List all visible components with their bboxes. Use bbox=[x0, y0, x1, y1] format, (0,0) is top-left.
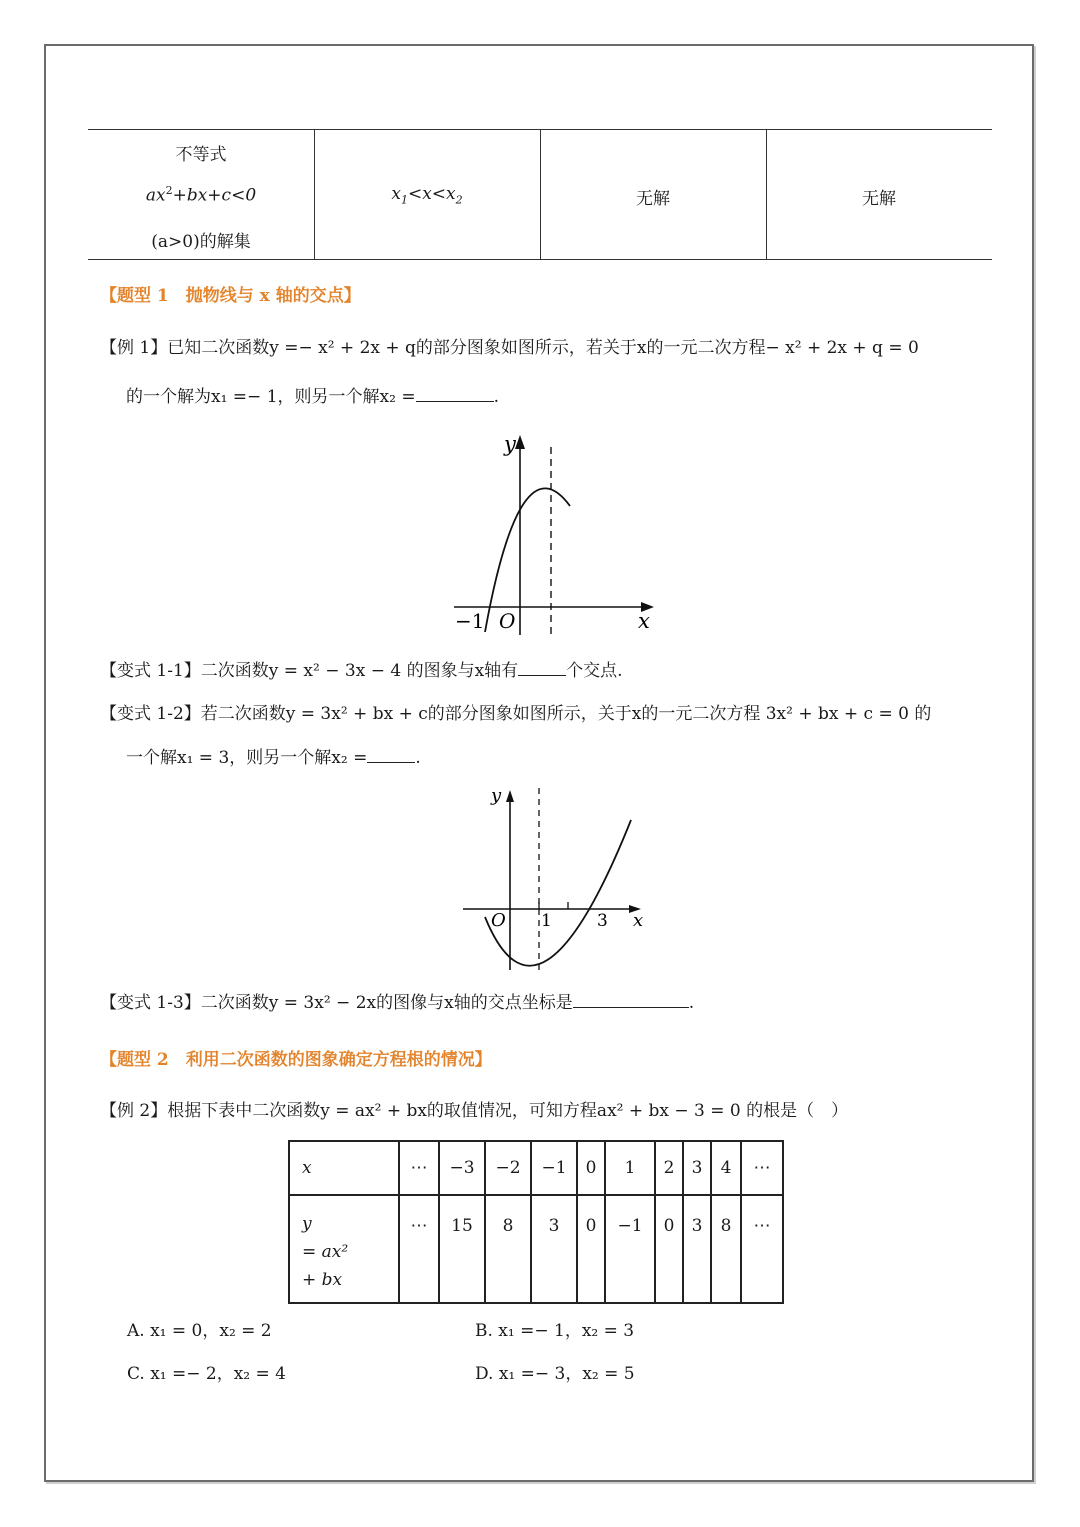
table-cell: 15 bbox=[439, 1195, 485, 1303]
graph2-x-label: x bbox=[633, 910, 644, 931]
table-cell: 1 bbox=[605, 1141, 655, 1195]
graph1-x-label: x bbox=[638, 609, 650, 633]
example1-line1: 【例 1】已知二次函数y =− x² + 2x + q的部分图象如图所示，若关于x的一元二次方程− x² + 2x + q = 0 bbox=[100, 338, 919, 358]
top-table-col4: 无解 bbox=[862, 189, 896, 209]
graph2-parabola bbox=[485, 820, 631, 966]
table-cell: 0 bbox=[655, 1195, 683, 1303]
graph1-y-arrow bbox=[515, 435, 525, 449]
table-row bbox=[289, 1195, 783, 1303]
table-cell: 4 bbox=[711, 1141, 741, 1195]
option-a[interactable]: A. x₁ = 0，x₂ = 2 bbox=[127, 1321, 272, 1341]
table-cell: −1 bbox=[605, 1195, 655, 1303]
table-cell: ⋯ bbox=[399, 1141, 439, 1195]
graph1-parabola bbox=[485, 488, 570, 632]
table-cell: ⋯ bbox=[399, 1195, 439, 1303]
graph1-origin-label: O bbox=[499, 609, 516, 633]
graph2-y-label: y bbox=[491, 785, 502, 806]
option-b[interactable]: B. x₁ =− 1，x₂ = 3 bbox=[475, 1321, 635, 1341]
table-cell: −2 bbox=[485, 1141, 531, 1195]
section-title-1: 【题型 1 抛物线与 x 轴的交点】 bbox=[100, 286, 361, 306]
section-title-2: 【题型 2 利用二次函数的图象确定方程根的情况】 bbox=[100, 1050, 492, 1070]
table-cell: ⋯ bbox=[741, 1195, 783, 1303]
example1-line2: 的一个解为x₁ =− 1，则另一个解x₂ = . bbox=[126, 387, 499, 407]
variant-1-2-line1: 【变式 1-2】若二次函数y = 3x² + bx + c的部分图象如图所示，关于x的一元二次方程 3x² + bx + c = 0 的 bbox=[100, 704, 932, 724]
top-table-col1-line1: 不等式 bbox=[175, 145, 227, 165]
option-d[interactable]: D. x₁ =− 3，x₂ = 5 bbox=[475, 1364, 635, 1384]
example2-line1: 【例 2】根据下表中二次函数y = ax² + bx的取值情况，可知方程ax² + bx − 3 = 0 的根是（ ） bbox=[100, 1101, 849, 1121]
variant-1-1: 【变式 1-1】二次函数y = x² − 3x − 4 的图象与x轴有 个交点. bbox=[100, 661, 623, 681]
graph2-three-label: 3 bbox=[597, 911, 608, 931]
variant-1-2-line2: 一个解x₁ = 3，则另一个解x₂ = . bbox=[126, 748, 421, 768]
parabola-graph-1 bbox=[440, 425, 670, 640]
table-cell: 8 bbox=[711, 1195, 741, 1303]
table-cell: −3 bbox=[439, 1141, 485, 1195]
top-table-col1-line2: $ax^2+bx+c<0$ bbox=[145, 184, 257, 206]
graph2-one-label: 1 bbox=[541, 911, 552, 931]
graph1-neg1-label: −1 bbox=[455, 609, 485, 633]
value-table bbox=[288, 1140, 784, 1304]
top-table-col2: $x_1<x<x_2$ bbox=[391, 184, 463, 207]
table-header-x: x bbox=[289, 1141, 399, 1195]
graph2-y-arrow bbox=[506, 790, 514, 802]
variant-1-3: 【变式 1-3】二次函数y = 3x² − 2x的图像与x轴的交点坐标是 . bbox=[100, 993, 695, 1013]
table-cell: 8 bbox=[485, 1195, 531, 1303]
table-row bbox=[289, 1141, 783, 1195]
table-cell: −1 bbox=[531, 1141, 577, 1195]
table-cell: ⋯ bbox=[741, 1141, 783, 1195]
table-cell: 3 bbox=[683, 1195, 711, 1303]
table-cell: 3 bbox=[683, 1141, 711, 1195]
option-c[interactable]: C. x₁ =− 2，x₂ = 4 bbox=[127, 1364, 286, 1384]
table-cell: 3 bbox=[531, 1195, 577, 1303]
parabola-graph-2 bbox=[455, 780, 655, 975]
table-cell: 0 bbox=[577, 1195, 605, 1303]
graph1-y-label: y bbox=[504, 432, 516, 456]
table-header-y: y = ax² + bx bbox=[289, 1195, 399, 1303]
top-table-col3: 无解 bbox=[636, 189, 670, 209]
top-table-col1-line3: (a>0)的解集 bbox=[151, 232, 251, 252]
table-cell: 0 bbox=[577, 1141, 605, 1195]
graph2-origin-label: O bbox=[491, 910, 506, 931]
table-cell: 2 bbox=[655, 1141, 683, 1195]
